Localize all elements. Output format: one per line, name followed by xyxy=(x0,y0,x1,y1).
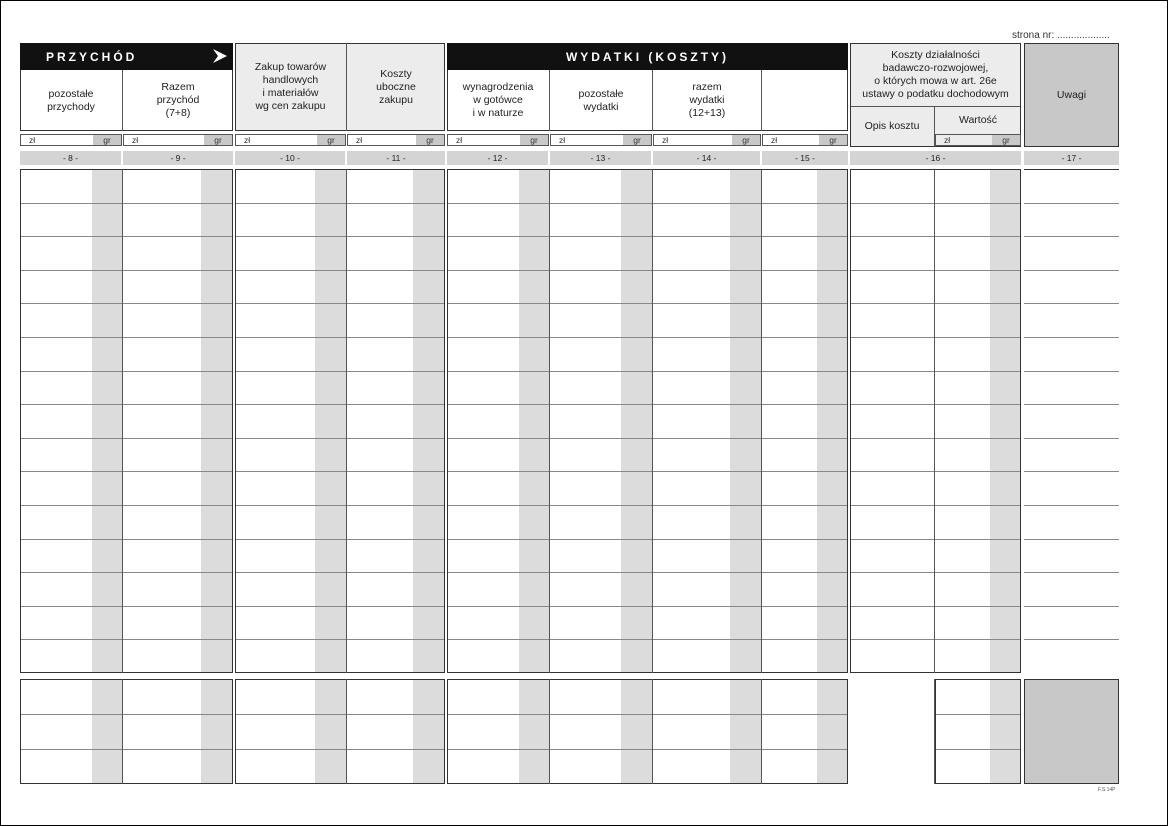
arrow-right-icon xyxy=(211,47,229,65)
column-divider xyxy=(549,679,550,784)
badawcze-title: Koszty działalności badawczo-rozwojowej, o których mowa w art. 26e ustawy o podatku dochodowym xyxy=(862,48,1009,100)
column-divider xyxy=(122,679,123,784)
col10-header: Zakup towarów handlowych i materiałów wg cen zakupu xyxy=(254,61,327,112)
form-code: F.S.14P xyxy=(1098,787,1116,793)
main-group-box xyxy=(20,169,233,673)
col14-number: - 14 - xyxy=(653,151,760,165)
col12-header: wynagrodzenia w gotówce i w naturze xyxy=(462,81,534,119)
column-divider xyxy=(761,169,762,673)
col10-unit-cell: zł gr xyxy=(235,134,346,146)
przychod-title: PRZYCHÓD xyxy=(46,49,138,64)
column-divider xyxy=(549,169,550,673)
summary-uwagi-box xyxy=(1024,679,1119,784)
col9-unit-cell: zł gr xyxy=(123,134,233,146)
col10-number: - 10 - xyxy=(235,151,345,165)
col11-unit-cell: zł gr xyxy=(347,134,445,146)
summary-group-box xyxy=(20,679,233,784)
main-group-box xyxy=(447,169,848,673)
col11-number: - 11 - xyxy=(347,151,445,165)
col16-unit-cell: zł gr xyxy=(935,134,1021,146)
main-group-box xyxy=(1024,169,1119,673)
column-divider xyxy=(761,679,762,784)
col9-number: - 9 - xyxy=(123,151,233,165)
col13-number: - 13 - xyxy=(550,151,651,165)
summary-group-box xyxy=(447,679,848,784)
summary-group-box xyxy=(935,679,1021,784)
przychod-title-bar xyxy=(20,43,233,70)
main-group-box xyxy=(850,169,1021,673)
col15-header xyxy=(762,70,848,131)
col8-number: - 8 - xyxy=(20,151,121,165)
column-divider xyxy=(346,679,347,784)
col16-number: - 16 - xyxy=(850,151,1021,165)
col9-header: Razem przychód (7+8) xyxy=(156,81,200,119)
col11-header: Koszty uboczne zakupu xyxy=(376,67,416,106)
column-divider xyxy=(122,169,123,673)
column-divider xyxy=(652,169,653,673)
column-divider xyxy=(934,679,935,784)
col12-unit-cell: zł gr xyxy=(447,134,549,146)
col14-unit-cell: zł gr xyxy=(653,134,761,146)
col17-header: Uwagi xyxy=(1056,88,1087,101)
main-group-box xyxy=(235,169,445,673)
col16-wartosc-header: Wartość xyxy=(958,113,998,126)
col17-number: - 17 - xyxy=(1024,151,1119,165)
column-divider xyxy=(346,169,347,673)
col13-header: pozostałe wydatki xyxy=(578,87,624,113)
col16-opis-header: Opis kosztu xyxy=(864,120,920,132)
col15-unit-cell: zł gr xyxy=(762,134,848,146)
wydatki-title-bar xyxy=(447,43,848,70)
summary-group-box xyxy=(235,679,445,784)
col8-unit-cell: zł gr xyxy=(20,134,122,146)
wydatki-title: WYDATKI (KOSZTY) xyxy=(565,49,730,64)
column-divider xyxy=(934,169,935,673)
col12-number: - 12 - xyxy=(447,151,548,165)
col8-header: pozostałe przychody xyxy=(47,87,95,113)
col13-unit-cell: zł gr xyxy=(550,134,652,146)
col14-header: razem wydatki (12+13) xyxy=(688,81,726,119)
col15-number: - 15 - xyxy=(762,151,848,165)
page-number-label: strona nr: ................... xyxy=(1012,30,1110,41)
column-divider xyxy=(652,679,653,784)
